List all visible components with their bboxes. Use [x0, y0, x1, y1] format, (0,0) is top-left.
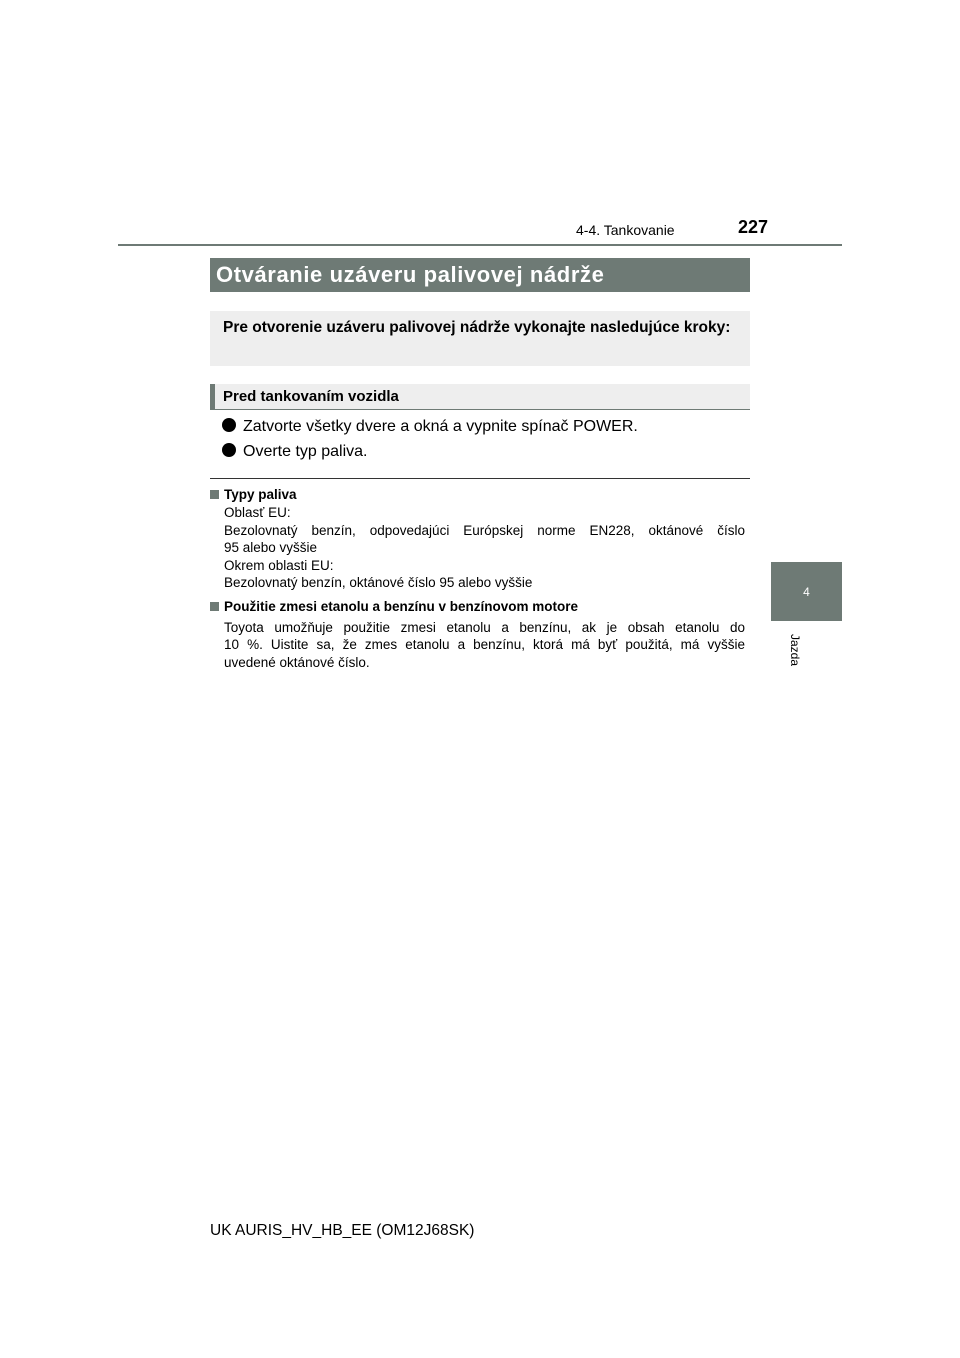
note-title-text: Použitie zmesi etanolu a benzínu v benzínovom motore	[224, 598, 579, 614]
page-number: 227	[738, 217, 769, 237]
note-line: Toyota umožňuje použitie zmesi etanolu a benzínu, ak je obsah etanolu do	[224, 619, 745, 635]
subheading	[210, 384, 750, 410]
list-item-text: Overte typ paliva.	[243, 443, 368, 460]
subheading-text: Pred tankovaním vozidla	[223, 388, 399, 405]
square-bullet-icon	[210, 602, 219, 611]
note-title	[210, 598, 745, 616]
bullet-icon	[222, 443, 236, 457]
document-code: UK AURIS_HV_HB_EE (OM12J68SK)	[210, 1222, 475, 1239]
note-line: Bezolovnatý benzín, odpovedajúci Európskej norme EN228, oktánové číslo	[224, 522, 745, 538]
chapter-tab[interactable]	[771, 562, 842, 621]
note-fuel-types	[210, 486, 745, 592]
square-bullet-icon	[210, 490, 219, 499]
note-body	[210, 619, 745, 672]
chapter-label: Jazda	[788, 634, 802, 667]
list-item	[222, 416, 742, 441]
note-body	[210, 504, 745, 592]
list-item-text: Zatvorte všetky dvere a okná a vypnite spínač POWER.	[243, 418, 638, 435]
section-reference: 4-4. Tankovanie	[576, 222, 675, 238]
intro-box	[210, 311, 750, 366]
note-ethanol	[210, 598, 745, 672]
note-line: Okrem oblasti EU:	[224, 557, 334, 573]
header-divider	[118, 244, 842, 246]
note-line: 10 %. Uistite sa, že zmes etanolu a benzínu, ktorá má byť použitá, má vyššie	[224, 637, 745, 652]
intro-text: Pre otvorenie uzáveru palivovej nádrže vykonajte nasledujúce kroky:	[223, 319, 731, 336]
bullet-list	[222, 416, 742, 466]
subheading-bar	[210, 384, 215, 409]
chapter-number: 4	[803, 584, 810, 599]
note-title-text: Typy paliva	[224, 487, 297, 502]
bullet-icon	[222, 418, 236, 432]
list-item	[222, 441, 742, 466]
note-line: 95 alebo vyššie	[224, 540, 318, 555]
note-line: uvedené oktánové číslo.	[224, 654, 370, 670]
notes	[210, 486, 745, 671]
note-line: Bezolovnatý benzín, oktánové číslo 95 alebo vyššie	[224, 575, 533, 590]
note-title	[210, 486, 745, 504]
section-divider	[210, 478, 750, 479]
section-title: Otváranie uzáveru palivovej nádrže	[210, 258, 750, 292]
note-line: Oblasť EU:	[224, 505, 291, 520]
